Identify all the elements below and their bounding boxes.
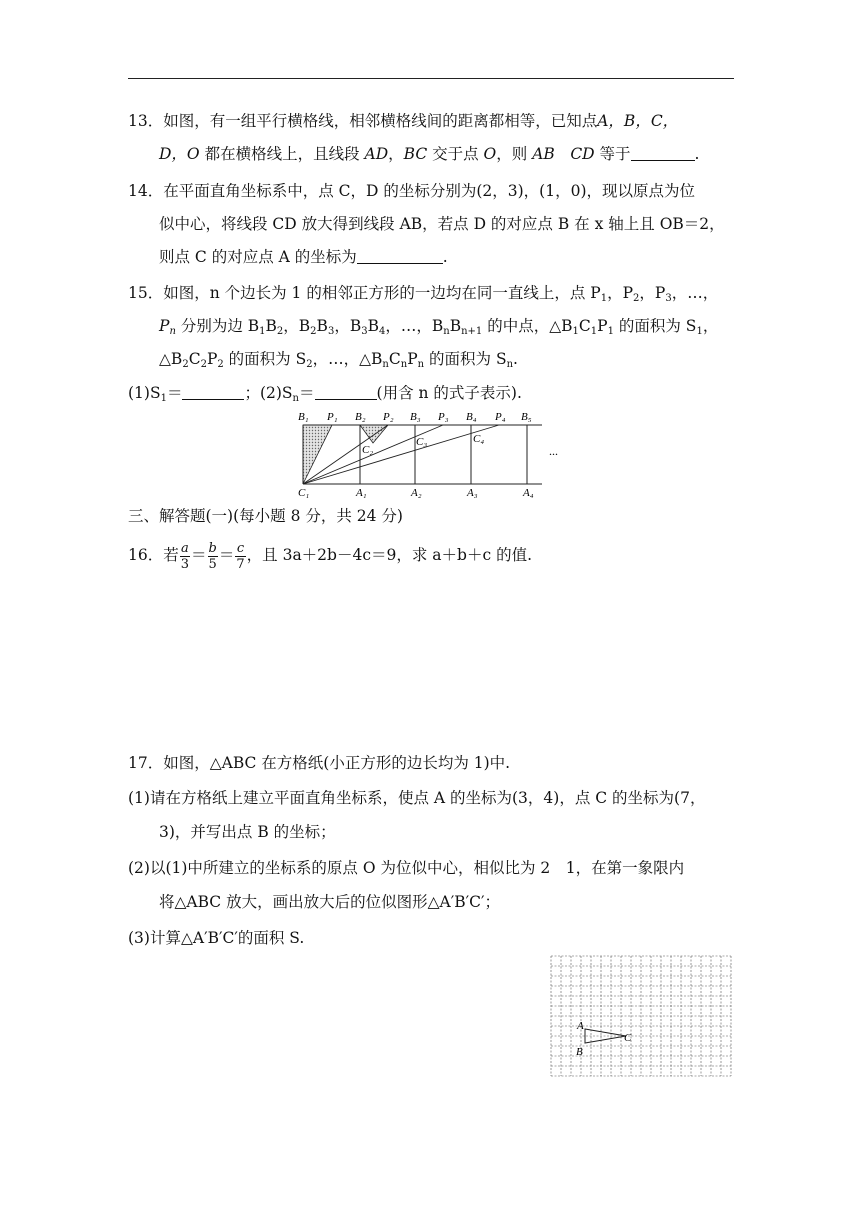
label-c1: C₁ [298, 487, 310, 499]
q13-line1: 13．如图，有一组平行横格线，相邻横格线间的距离都相等，已知点A，B，C， [128, 112, 679, 130]
q15-line3: $\triangle B_2C_2P_2$ 的面积为 $S_2$，…，$\triangle B_nC_nP_n$ 的面积为 $S_n$. [159, 350, 518, 370]
q15-answer-blank-2[interactable] [315, 383, 377, 400]
label-p3: P₃ [438, 411, 449, 423]
figure-17-grid [548, 954, 734, 1078]
figure-15-squares [290, 405, 580, 500]
q15-line2: $P_n$ 分别为边 $B_1B_2$，$B_2B_3$，$B_3B_4$，…，$B_nB_{n+1}$ 的中点，$\triangle B_1C_1P_1$ 的面积为 $S_1$， [159, 317, 719, 337]
label-c3: C₃ [416, 436, 428, 448]
q14-answer-blank[interactable] [357, 247, 443, 264]
label-a2: A₂ [411, 487, 422, 499]
q13-line2: D，O 都在横格线上，且线段 AD，BC 交于点 O，则 AB CD 等于 . [159, 145, 700, 163]
q17-line6: (3)计算△A′B′C′的面积 S. [128, 929, 305, 947]
label-c4: C₄ [473, 433, 485, 445]
header-rule [128, 78, 734, 79]
label-c2: C₂ [362, 444, 374, 456]
label-b: B [576, 1046, 583, 1058]
label-p4: P₄ [495, 411, 506, 423]
label-b3: B₃ [410, 411, 421, 423]
label-b2: B₂ [355, 411, 366, 423]
ellipsis: ... [549, 444, 558, 458]
q14-line2: 似中心，将线段 CD 放大得到线段 AB，若点 D 的对应点 B 在 x 轴上且 OB＝2， [159, 215, 725, 233]
label-b4: B₄ [466, 411, 477, 423]
fraction-c: $\frac{c}{7}$ [236, 540, 245, 572]
label-a1: A₁ [356, 487, 367, 499]
q17-line2: (1)请在方格纸上建立平面直角坐标系，使点 A 的坐标为(3，4)，点 C 的坐标为(7， [128, 789, 706, 807]
q14-line1: 14．在平面直角坐标系中，点 C，D 的坐标分别为(2，3)，(1，0)，现以原点为位 [128, 182, 696, 200]
label-b1: B₁ [298, 411, 309, 423]
q16-line: 16．若 $\frac{a}{3}$ ＝ $\frac{b}{5}$ ＝ $\frac{c}{7}$ ，且 3a＋2b－4c＝9，求 a＋b＋c 的值. [128, 540, 532, 572]
label-a3: A₃ [467, 487, 478, 499]
q15-line1: 15．如图，n 个边长为 1 的相邻正方形的一边均在同一直线上，点 $P_1$，$P_2$，$P_3$，…， [128, 284, 719, 304]
q15-answer-blank-1[interactable] [182, 383, 244, 400]
dashed-grid [551, 956, 731, 1076]
label-p1: P₁ [327, 411, 338, 423]
label-a: A [577, 1020, 584, 1032]
fraction-a: $\frac{a}{3}$ [180, 540, 190, 572]
label-b5: B₅ [521, 411, 532, 423]
q13-answer-blank[interactable] [631, 144, 695, 161]
q17-line5: 将△ABC 放大，画出放大后的位似图形△A′B′C′； [159, 893, 501, 911]
section-3-heading: 三、解答题(一)(每小题 8 分，共 24 分) [128, 507, 403, 525]
q17-line3: 3)，并写出点 B 的坐标； [159, 823, 336, 841]
label-a4: A₄ [523, 487, 534, 499]
label-p2: P₂ [383, 411, 394, 423]
fraction-b: $\frac{b}{5}$ [208, 540, 217, 572]
q14-line3: 则点 C 的对应点 A 的坐标为 . [159, 248, 448, 266]
q15-subquestions: $(1)S_1=$ ；$(2)S_n=$ (用含 n 的式子表示). [128, 384, 522, 404]
q17-line1: 17．如图，△ABC 在方格纸(小正方形的边长均为 1)中. [128, 754, 511, 772]
label-c: C [624, 1032, 632, 1044]
shaded-triangle-1 [303, 425, 332, 484]
q17-line4: (2)以(1)中所建立的坐标系的原点 O 为位似中心，相似比为 2 1，在第一象限内 [128, 859, 685, 877]
